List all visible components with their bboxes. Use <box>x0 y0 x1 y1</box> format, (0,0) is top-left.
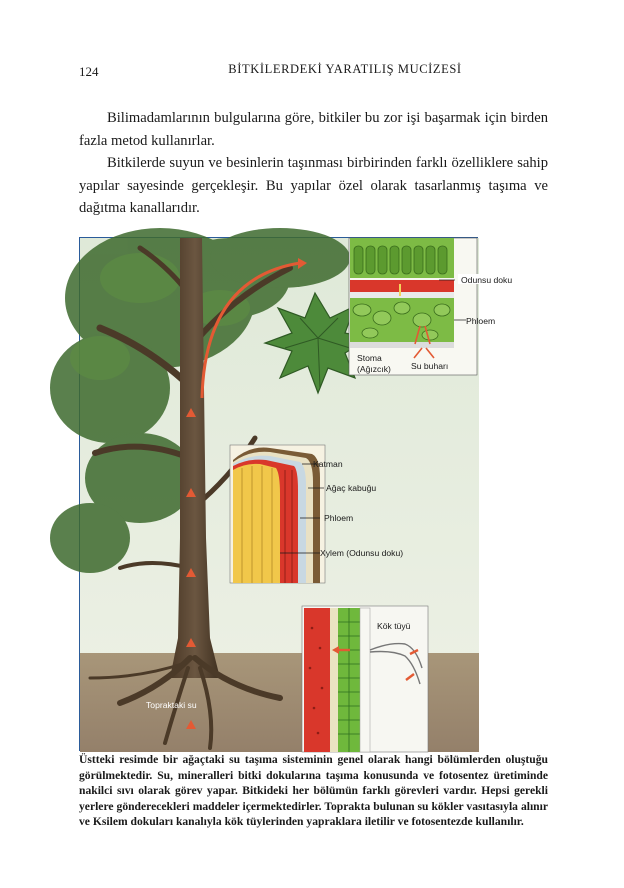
running-title: BİTKİLERDEKİ YARATILIŞ MUCİZESİ <box>228 62 462 76</box>
label-root-hair: Kök tüyü <box>377 621 411 631</box>
label-soil-water: Topraktaki su <box>146 700 197 710</box>
label-cambium: Katman <box>313 459 343 469</box>
body-text <box>79 107 548 220</box>
figure-caption: Üstteki resimde bir ağaçtaki su taşıma sisteminin genel olarak hangi bölümlerden oluştuğu görülmektedir. Su, mineralleri bitki dokularına taşıma konusunda ve fotosentez üretiminde nakilci sıvı olarak görev yapar. Bitkideki her bölümün farklı görevleri vardır. Hepsi gerekli yerlere gönderecekleri maddeler içermektedirler. Toprakta bulunan su kökler vasıtasıyla alınır ve Ksilem dokuları kanalıyla kök tüylerinden yapraklara iletilir ve fotosentezde kullanılır. <box>79 753 548 829</box>
label-phloem-trunk: Phloem <box>324 513 354 523</box>
label-stoma-meaning: (Ağızcık) <box>357 364 391 374</box>
label-water-vapor: Su buharı <box>411 361 449 371</box>
page-number: 124 <box>79 64 99 79</box>
label-stoma: Stoma <box>357 353 382 363</box>
paragraph-2: Bitkilerde suyun ve besinlerin taşınması birbirinden farklı özelliklere sahip yapılar sayesinde gerçekleşir. Bu yapılar özel olarak tasarlanmış taşıma ve dağıtma kanallarıdır. <box>79 155 548 216</box>
label-phloem-leaf: Phloem <box>466 316 496 326</box>
label-xylem-trunk: Xylem (Odunsu doku) <box>320 548 404 558</box>
paragraph-1: Bilimadamlarının bulgularına göre, bitkiler bu zor işi başarmak için birden fazla metod kullanırlar. <box>79 110 548 149</box>
figure-illustration <box>80 238 513 752</box>
label-xylem-leaf: Odunsu doku <box>461 275 513 285</box>
trunk-cross-section-inset <box>230 445 325 583</box>
label-bark: Ağaç kabuğu <box>326 483 377 493</box>
tree-water-transport-figure <box>79 237 513 751</box>
